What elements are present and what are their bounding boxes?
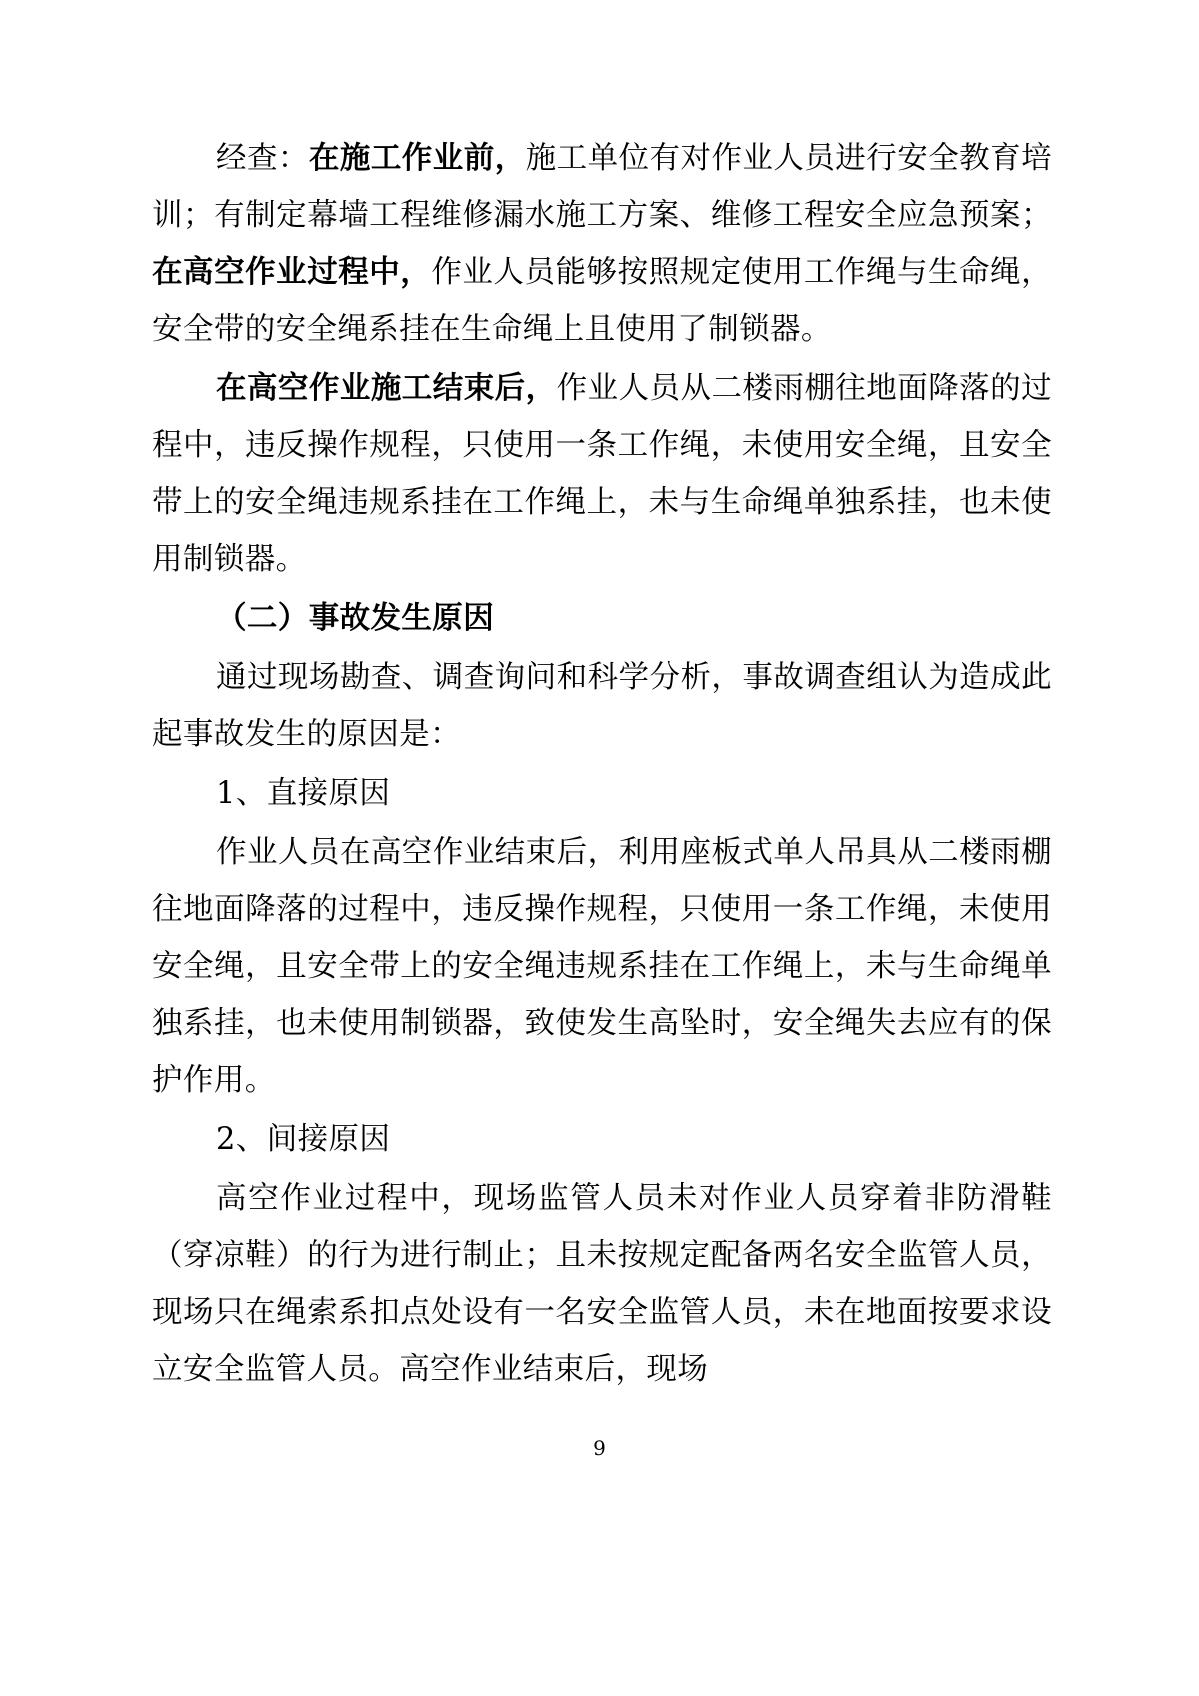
para-investigation-group (152, 649, 1052, 763)
para-direct-cause-body (152, 824, 1052, 1109)
para-indirect-cause-title (152, 1111, 1052, 1168)
para-indirect-cause-body (152, 1170, 1052, 1398)
para-investigation-run: 在施工作业前， (308, 140, 526, 176)
document-body (152, 130, 1052, 1398)
heading-accident-cause-run: （二）事故发生原因 (216, 600, 495, 636)
heading-accident-cause (152, 590, 1052, 647)
para-indirect-cause-title-run: 2、间接原因 (216, 1122, 391, 1157)
para-investigation-run: 施工单位有对作业人员进行安全教育培训；有制定幕墙工程维修漏水施工方案、维修工程安全应急预案； (152, 141, 1052, 233)
para-indirect-cause-body-run: 高空作业过程中，现场监管人员未对作业人员穿着非防滑鞋（穿凉鞋）的行为进行制止；且未按规定配备两名安全监管人员，现场只在绳索系扣点处设有一名安全监管人员，未在地面按要求设立安全监管人员。高空作业结束后，现场 (152, 1181, 1052, 1387)
para-after-work (152, 360, 1052, 588)
para-investigation (152, 130, 1052, 358)
para-after-work-run: 作业人员从二楼雨棚往地面降落的过程中，违反操作规程，只使用一条工作绳，未使用安全绳，且安全带上的安全绳违规系挂在工作绳上，未与生命绳单独系挂，也未使用制锁器。 (152, 371, 1052, 577)
para-direct-cause-body-run: 作业人员在高空作业结束后，利用座板式单人吊具从二楼雨棚往地面降落的过程中，违反操作规程，只使用一条工作绳，未使用安全绳，且安全带上的安全绳违规系挂在工作绳上，未与生命绳单独系挂，也未使用制锁器，致使发生高坠时，安全绳失去应有的保护作用。 (152, 835, 1052, 1098)
para-after-work-run: 在高空作业施工结束后， (216, 370, 557, 406)
para-direct-cause-title (152, 765, 1052, 822)
para-investigation-run: 在高空作业过程中， (152, 254, 432, 290)
para-investigation-run: 经查： (216, 141, 309, 176)
para-direct-cause-title-run: 1、直接原因 (216, 776, 391, 811)
page-number: 9 (593, 1436, 606, 1460)
para-investigation-run: 作业人员能够按照规定使用工作绳与生命绳，安全带的安全绳系挂在生命绳上且使用了制锁器。 (152, 255, 1052, 347)
para-investigation-group-run: 通过现场勘查、调查询问和科学分析，事故调查组认为造成此起事故发生的原因是： (152, 660, 1052, 752)
